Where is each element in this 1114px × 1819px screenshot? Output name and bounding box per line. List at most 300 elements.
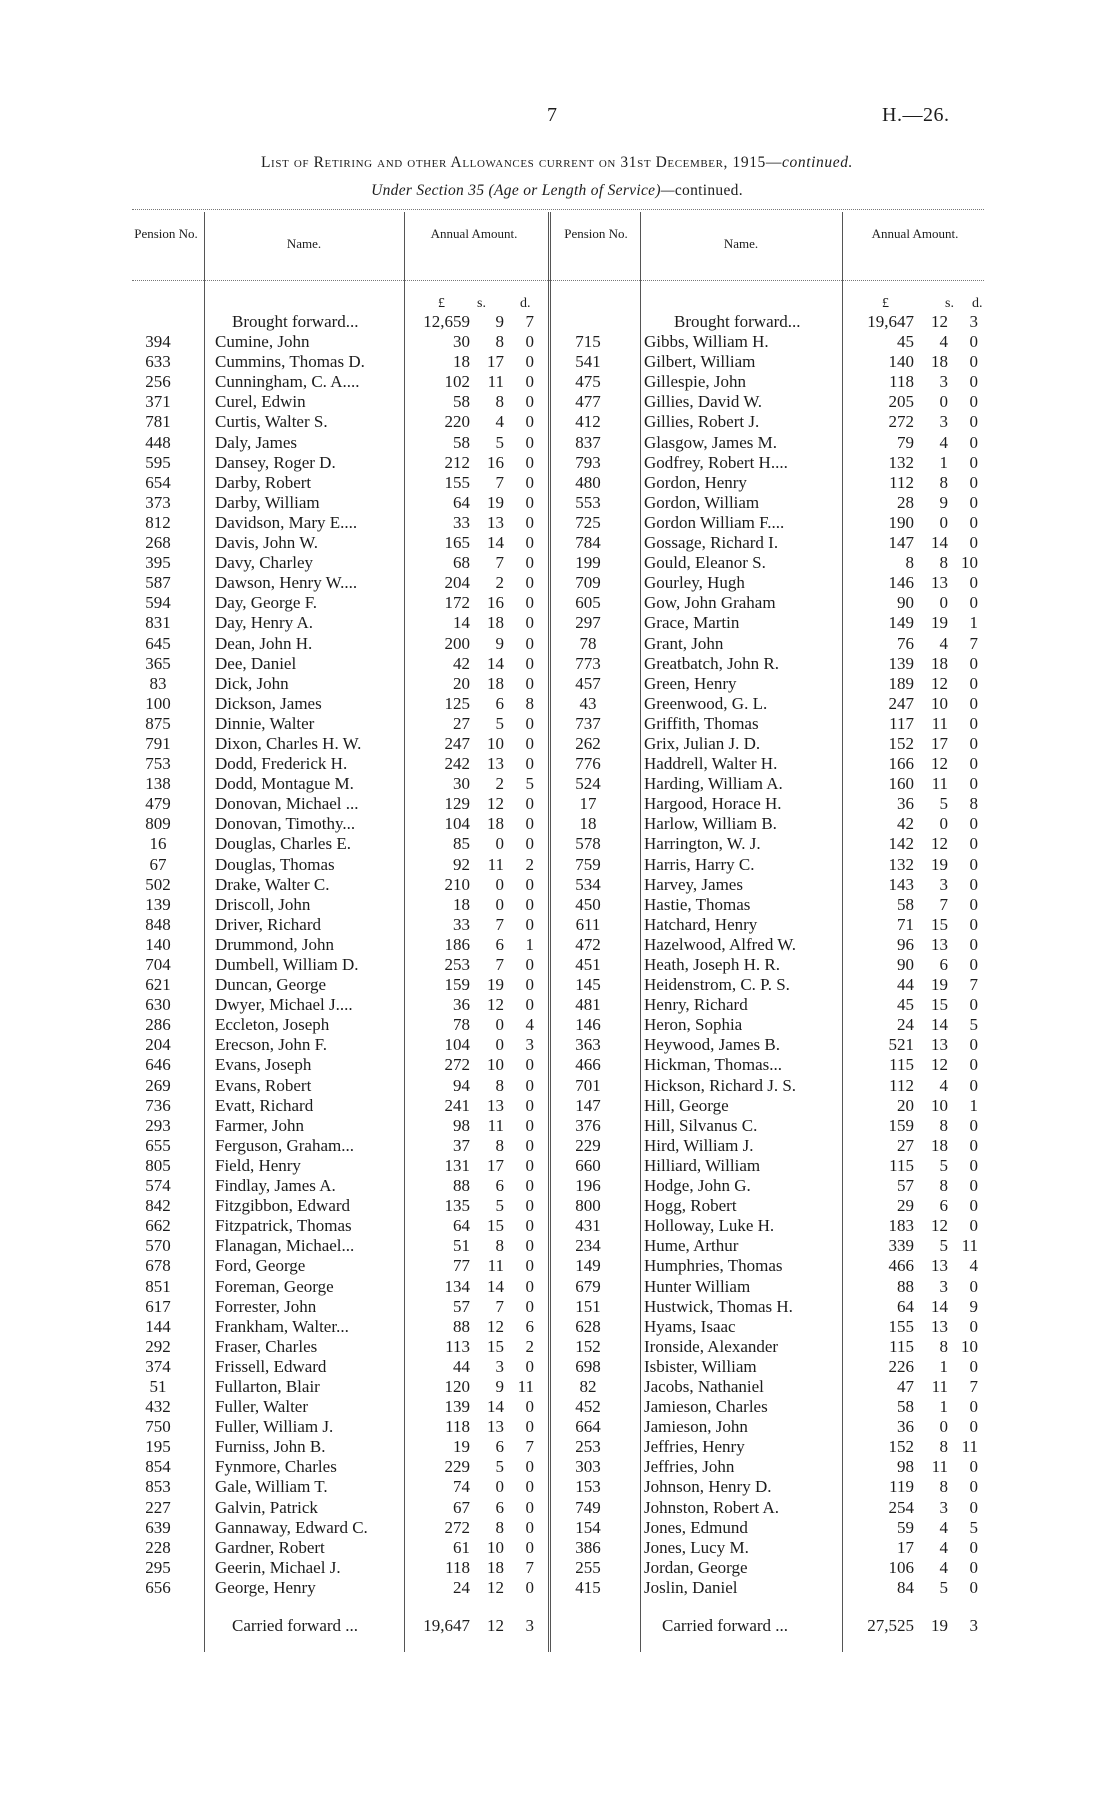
pensioner-name: Gillies, Robert J. — [644, 412, 760, 432]
amount-shillings: 0 — [495, 1477, 504, 1497]
amount-shillings: 1 — [939, 452, 948, 472]
pensioner-name: Gourley, Hugh — [644, 573, 745, 593]
pensioner-name: Hargood, Horace H. — [644, 794, 782, 814]
header-name: Name. — [286, 236, 322, 251]
amount-pence: 1 — [525, 934, 534, 954]
pension-number: 725 — [575, 512, 601, 532]
amount-pence: 0 — [969, 774, 978, 794]
amount-pence: 0 — [969, 1075, 978, 1095]
amount-pence: 0 — [969, 392, 978, 412]
amount-pence: 0 — [969, 894, 978, 914]
amount-pounds: 241 — [444, 1095, 470, 1115]
amount-pence: 2 — [525, 854, 534, 874]
amount-pounds: 139 — [444, 1397, 470, 1417]
pension-number: 656 — [145, 1577, 171, 1597]
pension-number: 639 — [145, 1517, 171, 1537]
amount-pounds: 19,647 — [867, 312, 914, 331]
pensioner-name: Green, Henry — [644, 673, 737, 693]
pension-number: 574 — [145, 1176, 171, 1196]
amount-pence: 0 — [525, 332, 534, 352]
amount-pounds: 106 — [888, 1557, 914, 1577]
amount-pence: 0 — [969, 352, 978, 372]
amount-shillings: 14 — [931, 1015, 948, 1035]
pension-number: 679 — [575, 1276, 601, 1296]
pensioner-name: Furniss, John B. — [215, 1437, 326, 1457]
amount-pounds: 125 — [444, 693, 470, 713]
amount-shillings: 0 — [939, 814, 948, 834]
amount-pence: 0 — [525, 1055, 534, 1075]
amount-shillings: 4 — [939, 1557, 948, 1577]
amount-pence: 0 — [969, 372, 978, 392]
amount-pounds: 68 — [453, 553, 470, 573]
amount-shillings: 4 — [495, 412, 504, 432]
pensioner-name: Hyams, Isaac — [644, 1316, 736, 1336]
pension-number: 376 — [575, 1115, 601, 1135]
amount-pence: 0 — [525, 814, 534, 834]
pension-number: 394 — [145, 332, 171, 352]
pension-number: 365 — [145, 653, 171, 673]
pensioner-name: Geerin, Michael J. — [215, 1557, 341, 1577]
pension-number: 204 — [145, 1035, 171, 1055]
amount-shillings: 7 — [495, 955, 504, 974]
pension-number: 450 — [575, 894, 601, 914]
pension-number: 793 — [575, 452, 601, 472]
pension-number: 139 — [145, 894, 171, 914]
pension-number: 479 — [145, 794, 171, 814]
pension-number: 664 — [575, 1417, 601, 1437]
amount-pounds: 131 — [444, 1155, 470, 1175]
pension-number: 452 — [575, 1397, 601, 1417]
amount-pounds: 229 — [444, 1457, 470, 1477]
amount-shillings: 8 — [495, 392, 504, 412]
pension-number: 432 — [145, 1397, 171, 1417]
pensioner-name: Dean, John H. — [215, 633, 313, 653]
pension-number: 67 — [149, 854, 167, 874]
pensioner-name: Hatchard, Henry — [644, 914, 758, 934]
amount-pounds: 104 — [444, 814, 470, 834]
header-bottom-rule — [132, 280, 984, 281]
amount-pounds: 36 — [897, 794, 914, 814]
amount-pounds: 118 — [445, 1417, 470, 1437]
column-divider — [404, 212, 405, 1652]
amount-shillings: 5 — [939, 794, 948, 814]
amount-shillings: 0 — [495, 874, 504, 894]
amount-pounds: 42 — [453, 653, 470, 673]
amount-shillings: 15 — [931, 995, 948, 1015]
pensioner-name: Dick, John — [215, 673, 289, 693]
amount-pence: 0 — [969, 955, 978, 974]
unit-shillings: s. — [945, 296, 954, 311]
amount-shillings: 2 — [495, 573, 504, 593]
amount-pounds: 102 — [444, 372, 470, 392]
amount-pounds: 61 — [453, 1537, 470, 1557]
amount-shillings: 12 — [931, 312, 948, 331]
pension-number: 502 — [145, 874, 171, 894]
pensioner-name: Gale, William T. — [215, 1477, 328, 1497]
pension-number: 415 — [575, 1577, 601, 1597]
pension-number: 715 — [575, 332, 601, 352]
amount-shillings: 4 — [939, 432, 948, 452]
amount-pence: 3 — [969, 312, 978, 331]
amount-shillings: 8 — [939, 553, 948, 573]
amount-pence: 0 — [525, 452, 534, 472]
pensioner-name: Ford, George — [215, 1256, 306, 1276]
amount-pounds: 159 — [444, 975, 470, 995]
pensioner-name: Jeffries, Henry — [644, 1437, 745, 1457]
amount-pounds: 77 — [453, 1256, 470, 1276]
pensioner-name: Greatbatch, John R. — [644, 653, 780, 673]
amount-pounds: 42 — [897, 814, 914, 834]
page-title — [0, 154, 1114, 172]
amount-shillings: 14 — [931, 1296, 948, 1316]
amount-shillings: 5 — [495, 1457, 504, 1477]
amount-pounds: 18 — [453, 352, 470, 372]
header-top-rule — [132, 209, 984, 210]
amount-shillings: 7 — [495, 553, 504, 573]
pensioner-name: Grace, Martin — [644, 613, 740, 633]
amount-pence: 0 — [525, 1115, 534, 1135]
unit-pounds: £ — [438, 296, 445, 311]
pension-number: 776 — [575, 754, 601, 774]
amount-pounds: 27 — [453, 713, 470, 733]
amount-pounds: 118 — [889, 372, 914, 392]
pensioner-name: Hickson, Richard J. S. — [644, 1075, 797, 1095]
pensioner-name: Driscoll, John — [215, 894, 311, 914]
amount-pounds: 58 — [897, 1397, 914, 1417]
pensioner-name: Gossage, Richard I. — [644, 533, 779, 553]
pension-number: 196 — [575, 1176, 601, 1196]
amount-pence: 0 — [525, 794, 534, 814]
amount-pence: 0 — [969, 874, 978, 894]
amount-pounds: 183 — [888, 1216, 914, 1236]
pension-number: 457 — [575, 673, 601, 693]
pensioner-name: Fullarton, Blair — [215, 1376, 320, 1396]
amount-pence: 0 — [525, 1075, 534, 1095]
amount-shillings: 12 — [931, 834, 948, 854]
pensioner-name: Gilbert, William — [644, 352, 756, 372]
pensioner-name: Fitzpatrick, Thomas — [215, 1216, 352, 1236]
amount-pence: 0 — [525, 1356, 534, 1376]
pensioner-name: Day, George F. — [215, 593, 318, 613]
amount-shillings: 19 — [487, 975, 504, 995]
pensioner-name: Hastie, Thomas — [644, 894, 751, 914]
amount-pounds: 64 — [897, 1296, 914, 1316]
amount-pence: 0 — [969, 432, 978, 452]
pensioner-name: Dawson, Henry W.... — [215, 573, 358, 593]
pension-number: 268 — [145, 533, 171, 553]
header-annual-amount: Annual Amount. — [430, 226, 518, 241]
pension-number: 759 — [575, 854, 601, 874]
amount-pounds: 112 — [889, 472, 914, 492]
amount-pence: 7 — [969, 975, 978, 995]
amount-pounds: 17 — [897, 1537, 914, 1557]
pensioner-name: Greenwood, G. L. — [644, 693, 768, 713]
pension-number: 371 — [145, 392, 171, 412]
amount-shillings: 10 — [487, 1055, 504, 1075]
amount-pounds: 88 — [453, 1176, 470, 1196]
amount-pence: 5 — [525, 774, 534, 794]
amount-pounds: 64 — [453, 1216, 470, 1236]
amount-pence: 3 — [525, 1616, 534, 1635]
amount-pounds: 58 — [453, 392, 470, 412]
pension-number: 749 — [575, 1497, 601, 1517]
amount-pounds: 189 — [888, 673, 914, 693]
amount-pounds: 24 — [897, 1015, 914, 1035]
amount-pence: 0 — [525, 1236, 534, 1256]
pension-number: 645 — [145, 633, 171, 653]
amount-pounds: 152 — [888, 1437, 914, 1457]
amount-pence: 0 — [525, 914, 534, 934]
amount-pounds: 67 — [453, 1497, 470, 1517]
pension-number: 611 — [575, 914, 601, 934]
amount-pounds: 14 — [453, 613, 470, 633]
amount-shillings: 10 — [931, 693, 948, 713]
pension-number: 153 — [575, 1477, 601, 1497]
amount-shillings: 11 — [487, 1256, 504, 1276]
pension-number: 480 — [575, 472, 601, 492]
amount-pounds: 117 — [889, 713, 914, 733]
amount-pence: 11 — [961, 1437, 978, 1457]
pension-number: 373 — [145, 492, 171, 512]
amount-shillings: 1 — [939, 1397, 948, 1417]
amount-shillings: 16 — [487, 452, 504, 472]
amount-pence: 0 — [525, 432, 534, 452]
document-reference: H.—26. — [882, 104, 950, 126]
amount-pence: 0 — [525, 754, 534, 774]
amount-shillings: 11 — [487, 854, 504, 874]
amount-shillings: 5 — [939, 1236, 948, 1256]
pension-number: 151 — [575, 1296, 601, 1316]
amount-pounds: 205 — [888, 392, 914, 412]
amount-pounds: 37 — [453, 1135, 470, 1155]
amount-pounds: 212 — [444, 452, 470, 472]
amount-pounds: 254 — [888, 1497, 914, 1517]
unit-pence: d. — [520, 296, 531, 311]
amount-pence: 0 — [525, 1497, 534, 1517]
amount-pounds: 8 — [905, 553, 914, 573]
amount-shillings: 8 — [939, 1437, 948, 1457]
amount-shillings: 18 — [487, 673, 504, 693]
pensioner-name: Davis, John W. — [215, 533, 318, 553]
amount-pounds: 24 — [453, 1577, 470, 1597]
pensioner-name: Gibbs, William H. — [644, 332, 769, 352]
amount-pounds: 339 — [888, 1236, 914, 1256]
amount-shillings: 11 — [487, 1115, 504, 1135]
amount-pounds: 186 — [444, 934, 470, 954]
amount-pounds: 272 — [888, 412, 914, 432]
amount-pounds: 33 — [453, 914, 470, 934]
pensioner-name: Davidson, Mary E.... — [215, 512, 358, 532]
amount-pence: 0 — [969, 854, 978, 874]
amount-shillings: 12 — [487, 995, 504, 1015]
amount-pence: 0 — [525, 512, 534, 532]
amount-shillings: 15 — [931, 914, 948, 934]
amount-pence: 0 — [525, 593, 534, 613]
amount-shillings: 13 — [487, 1417, 504, 1437]
amount-pounds: 59 — [897, 1517, 914, 1537]
pension-number: 297 — [575, 613, 601, 633]
amount-pounds: 71 — [897, 914, 914, 934]
amount-pounds: 20 — [897, 1095, 914, 1115]
amount-pounds: 272 — [444, 1517, 470, 1537]
pensioner-name: Harris, Harry C. — [644, 854, 755, 874]
pensioner-name: Godfrey, Robert H.... — [644, 452, 788, 472]
pension-number: 587 — [145, 573, 171, 593]
amount-pounds: 45 — [897, 332, 914, 352]
amount-shillings: 11 — [931, 1376, 948, 1396]
amount-shillings: 13 — [931, 934, 948, 954]
carried-forward-label: Carried forward ... — [662, 1616, 789, 1635]
amount-pence: 0 — [969, 512, 978, 532]
amount-shillings: 12 — [931, 1055, 948, 1075]
amount-pence: 0 — [525, 533, 534, 553]
amount-pence: 0 — [525, 573, 534, 593]
amount-pence: 0 — [525, 1196, 534, 1216]
pension-number: 412 — [575, 412, 601, 432]
pension-number: 737 — [575, 713, 601, 733]
amount-pence: 3 — [969, 1616, 978, 1635]
pension-number: 234 — [575, 1236, 601, 1256]
pension-number: 256 — [145, 372, 171, 392]
amount-pounds: 253 — [444, 955, 470, 974]
amount-pence: 8 — [525, 693, 534, 713]
amount-shillings: 7 — [495, 472, 504, 492]
amount-shillings: 11 — [931, 713, 948, 733]
pensioner-name: Gardner, Robert — [215, 1537, 325, 1557]
amount-pence: 0 — [525, 352, 534, 372]
unit-pounds: £ — [882, 296, 889, 311]
amount-pounds: 134 — [444, 1276, 470, 1296]
amount-pounds: 90 — [897, 955, 914, 974]
amount-pence: 0 — [525, 874, 534, 894]
pension-number: 809 — [145, 814, 171, 834]
amount-shillings: 6 — [495, 1497, 504, 1517]
amount-pence: 0 — [525, 653, 534, 673]
amount-pence: 0 — [525, 1216, 534, 1236]
pension-number: 395 — [145, 553, 171, 573]
pension-number: 655 — [145, 1135, 171, 1155]
pensioner-name: Humphries, Thomas — [644, 1256, 783, 1276]
amount-pence: 0 — [969, 1216, 978, 1236]
pension-number: 853 — [145, 1477, 171, 1497]
pensioner-name: Field, Henry — [215, 1155, 301, 1175]
amount-shillings: 11 — [487, 372, 504, 392]
amount-pence: 0 — [525, 894, 534, 914]
amount-shillings: 12 — [931, 754, 948, 774]
pension-number: 138 — [145, 774, 171, 794]
amount-pence: 0 — [969, 733, 978, 753]
amount-shillings: 14 — [487, 1276, 504, 1296]
amount-pence: 11 — [517, 1376, 534, 1396]
amount-pounds: 76 — [897, 633, 914, 653]
amount-shillings: 8 — [939, 1477, 948, 1497]
pension-number: 477 — [575, 392, 601, 412]
pensioner-name: Holloway, Luke H. — [644, 1216, 775, 1236]
amount-pounds: 165 — [444, 533, 470, 553]
amount-shillings: 8 — [939, 472, 948, 492]
pension-number: 17 — [579, 794, 597, 814]
amount-pence: 8 — [969, 794, 978, 814]
amount-shillings: 12 — [487, 794, 504, 814]
amount-pence: 0 — [525, 1417, 534, 1437]
amount-pounds: 98 — [453, 1115, 470, 1135]
pension-number: 83 — [149, 673, 167, 693]
amount-pence: 0 — [969, 934, 978, 954]
pension-number: 253 — [575, 1437, 601, 1457]
pension-number: 578 — [575, 834, 601, 854]
pension-number: 451 — [575, 955, 601, 974]
pensioner-name: Donovan, Michael ... — [215, 794, 359, 814]
amount-pence: 0 — [525, 1296, 534, 1316]
pensioner-name: Gordon, Henry — [644, 472, 747, 492]
amount-shillings: 8 — [495, 1135, 504, 1155]
pensioner-name: Douglas, Thomas — [215, 854, 335, 874]
amount-pounds: 20 — [453, 673, 470, 693]
amount-shillings: 19 — [931, 613, 948, 633]
amount-pounds: 90 — [897, 593, 914, 613]
amount-shillings: 8 — [495, 1517, 504, 1537]
amount-pounds: 204 — [444, 573, 470, 593]
title-text: List of Retiring and other Allowances current on 31st December, 1915— — [260, 154, 783, 171]
pensioner-name: Douglas, Charles E. — [215, 834, 351, 854]
amount-shillings: 14 — [931, 533, 948, 553]
amount-shillings: 10 — [487, 733, 504, 753]
pension-number: 18 — [579, 814, 597, 834]
amount-pounds: 51 — [453, 1236, 470, 1256]
pension-number: 228 — [145, 1537, 171, 1557]
amount-pounds: 132 — [888, 452, 914, 472]
pension-number: 229 — [575, 1135, 601, 1155]
pension-number: 140 — [145, 934, 171, 954]
pensioner-name: Evans, Robert — [215, 1075, 312, 1095]
column-divider — [640, 212, 641, 1652]
pensioner-name: Evatt, Richard — [215, 1095, 314, 1115]
amount-pounds: 84 — [897, 1577, 914, 1597]
amount-shillings: 9 — [495, 633, 504, 653]
unit-shillings: s. — [477, 296, 486, 311]
pension-number: 51 — [149, 1376, 167, 1396]
pensioner-name: Johnson, Henry D. — [644, 1477, 772, 1497]
amount-pence: 0 — [969, 452, 978, 472]
amount-pence: 0 — [969, 713, 978, 733]
amount-pence: 0 — [525, 995, 534, 1015]
amount-shillings: 12 — [487, 1577, 504, 1597]
pensioner-name: Frissell, Edward — [215, 1356, 327, 1376]
amount-shillings: 15 — [487, 1216, 504, 1236]
amount-pounds: 29 — [897, 1196, 914, 1216]
amount-shillings: 6 — [939, 955, 948, 974]
amount-pence: 7 — [525, 1437, 534, 1457]
pension-number: 227 — [145, 1497, 171, 1517]
amount-pounds: 140 — [888, 352, 914, 372]
pension-number: 262 — [575, 733, 601, 753]
amount-pence: 0 — [969, 914, 978, 934]
amount-shillings: 19 — [931, 975, 948, 995]
amount-shillings: 14 — [487, 533, 504, 553]
amount-shillings: 6 — [495, 1437, 504, 1457]
pension-number: 100 — [145, 693, 171, 713]
amount-shillings: 10 — [487, 1537, 504, 1557]
amount-pounds: 143 — [888, 874, 914, 894]
pension-number: 292 — [145, 1336, 171, 1356]
amount-pounds: 44 — [897, 975, 914, 995]
pension-number: 82 — [579, 1376, 597, 1396]
pensioner-name: Ferguson, Graham... — [215, 1135, 354, 1155]
pensioner-name: Foreman, George — [215, 1276, 334, 1296]
pension-number: 750 — [145, 1417, 171, 1437]
amount-pounds: 57 — [453, 1296, 470, 1316]
amount-pounds: 92 — [453, 854, 470, 874]
